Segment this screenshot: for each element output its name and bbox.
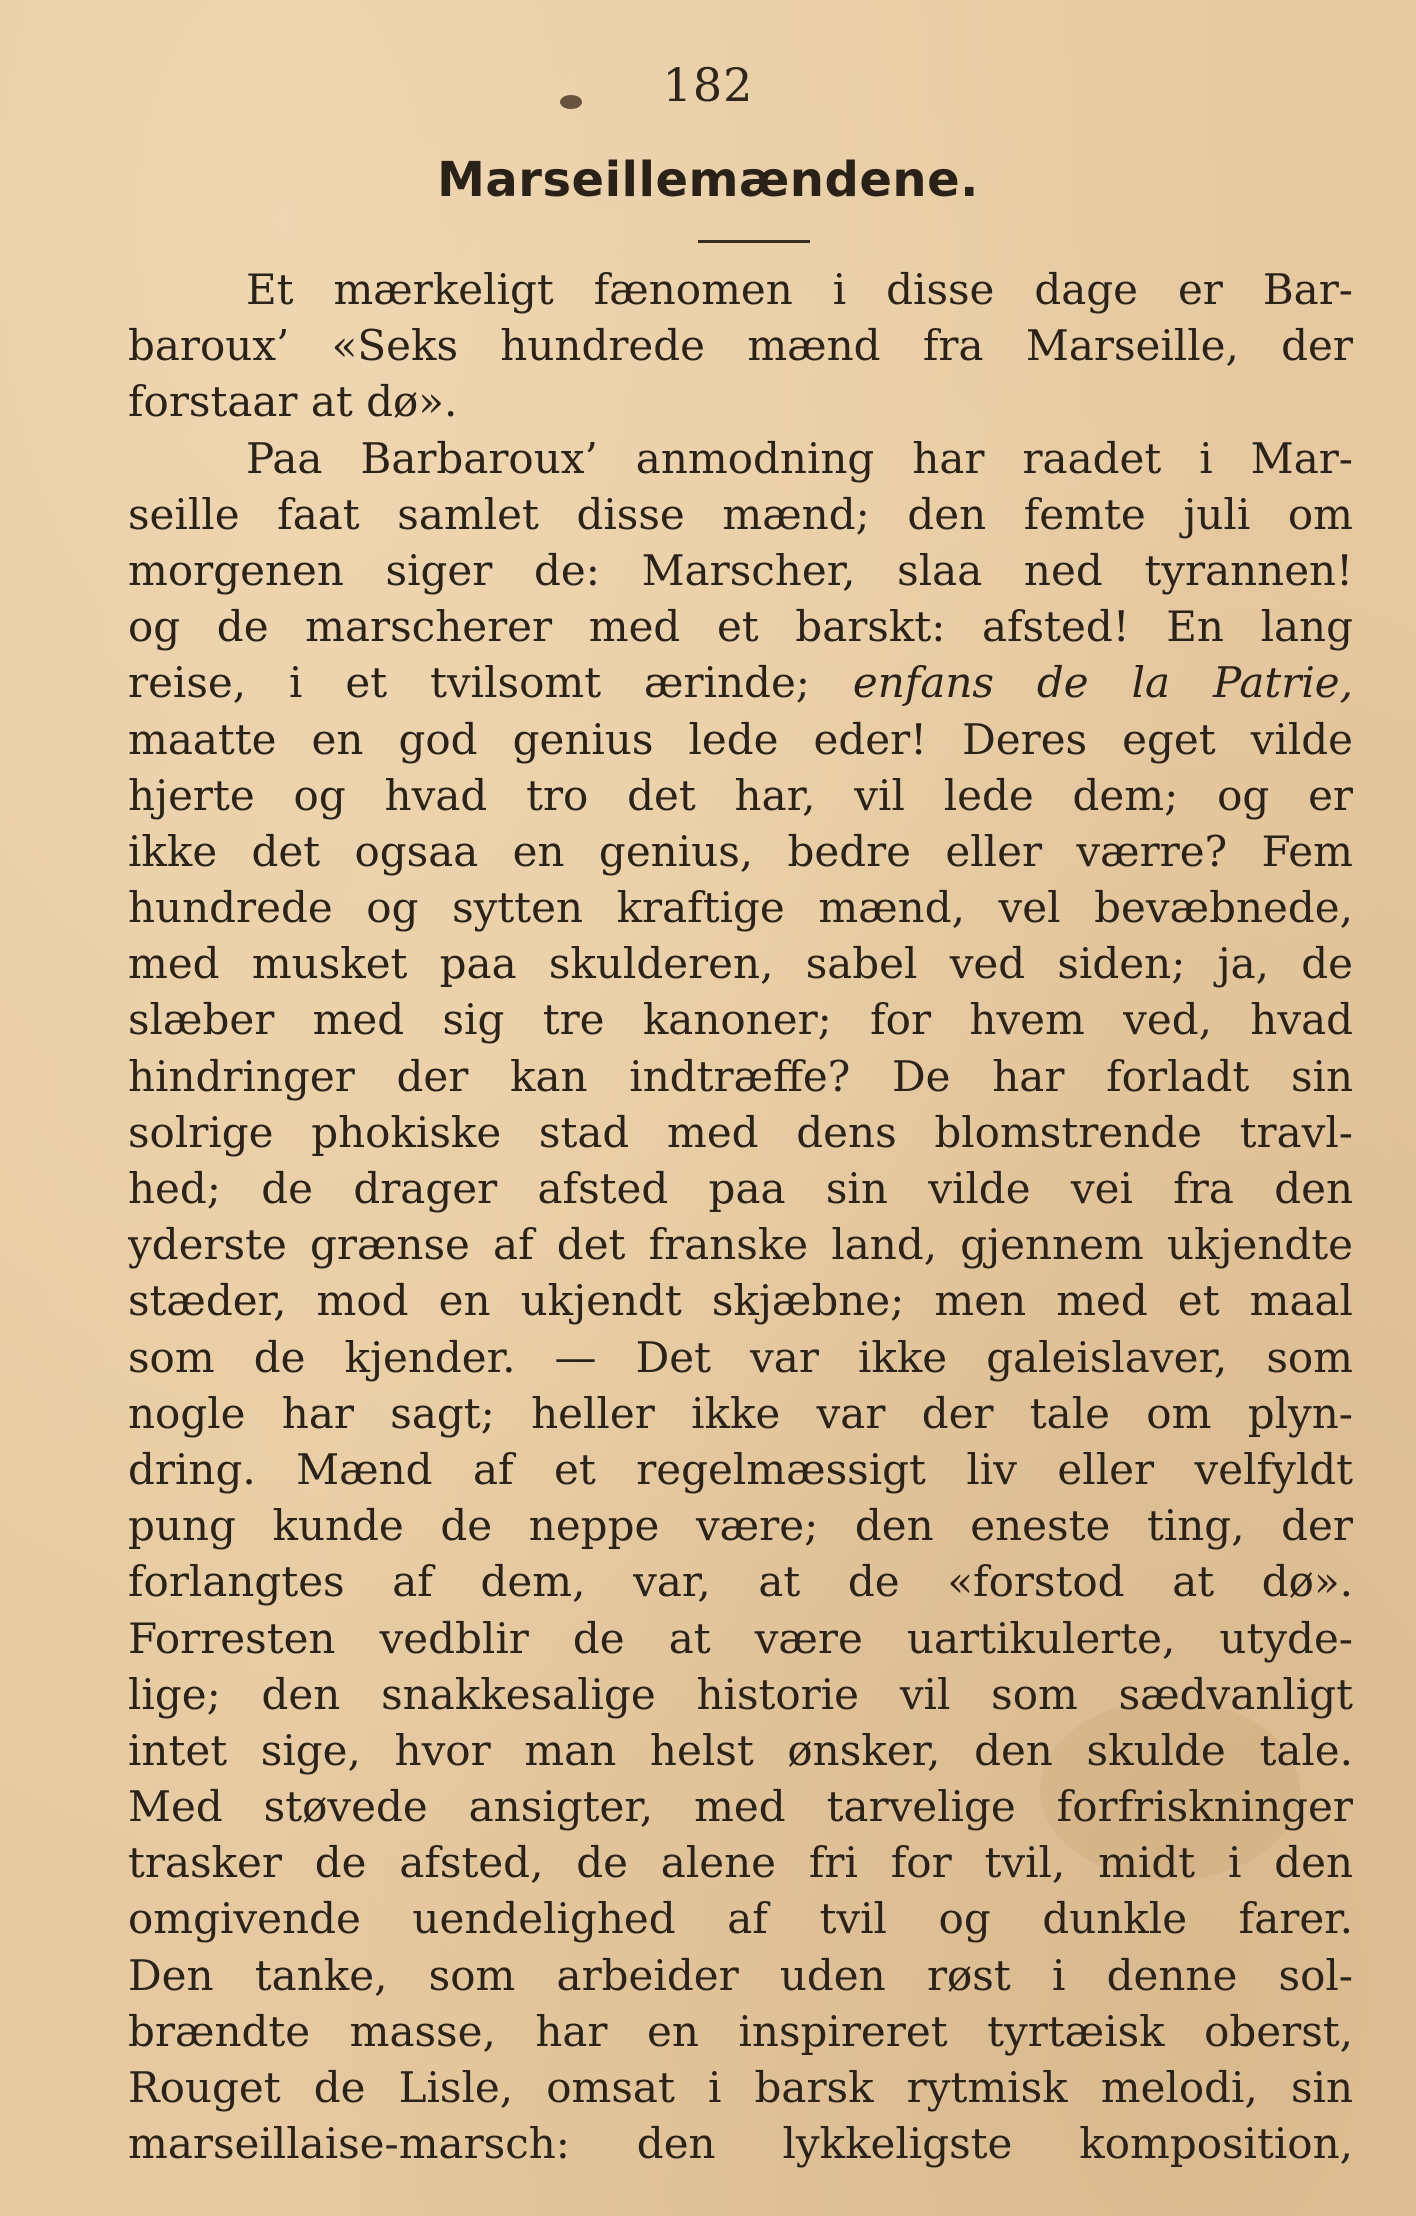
title-divider [698, 240, 810, 243]
text-line: ikke det ogsaa en genius, bedre eller værre? Fem [128, 826, 1353, 876]
text-line: forstaar at dø». [128, 377, 458, 427]
text-line: maatte en god genius lede eder! Deres eget vilde [128, 714, 1353, 764]
text-line: hindringer der kan indtræffe? De har forladt sin [128, 1051, 1353, 1101]
text-line: Forresten vedblir de at være uartikulerte, utyde- [128, 1613, 1353, 1663]
text-line: dring. Mænd af et regelmæssigt liv eller velfyldt [128, 1444, 1353, 1494]
text-line: baroux’ «Seks hundrede mænd fra Marseille, der [128, 321, 1353, 371]
page-number: 182 [662, 58, 754, 112]
text-line: solrige phokiske stad med dens blomstrende travl- [128, 1107, 1353, 1157]
text-line: seille faat samlet disse mænd; den femte juli om [128, 489, 1353, 539]
text-line: Med støvede ansigter, med tarvelige forfriskninger [128, 1782, 1353, 1832]
chapter-title: Marseillemændene. [437, 152, 979, 208]
text-line: hundrede og sytten kraftige mænd, vel bevæbnede, [128, 883, 1353, 933]
text-line: yderste grænse af det franske land, gjennem ukjendte [128, 1220, 1353, 1270]
text-segment: reise, i et tvilsomt ærinde; [128, 658, 853, 708]
text-line: med musket paa skulderen, sabel ved siden; ja, de [128, 939, 1353, 989]
text-line: stæder, mod en ukjendt skjæbne; men med et maal [128, 1276, 1353, 1326]
text-line: nogle har sagt; heller ikke var der tale om plyn- [128, 1388, 1353, 1438]
text-line: slæber med sig tre kanoner; for hvem ved, hvad [128, 995, 1353, 1045]
text-line: morgenen siger de: Marscher, slaa ned tyrannen! [128, 545, 1353, 595]
text-line: lige; den snakkesalige historie vil som sædvanligt [128, 1669, 1353, 1719]
text-line: Et mærkeligt fænomen i disse dage er Bar- [246, 265, 1353, 314]
text-line: som de kjender. — Det var ikke galeislaver, som [128, 1332, 1353, 1382]
text-line: hed; de drager afsted paa sin vilde vei fra den [128, 1164, 1353, 1213]
text-line: brændte masse, har en inspireret tyrtæisk oberst, [128, 2006, 1353, 2056]
text-line: intet sige, hvor man helst ønsker, den skulde tale. [128, 1725, 1353, 1775]
text-line: og de marscherer med et barskt: afsted! En lang [128, 602, 1353, 652]
text-line: Paa Barbaroux’ anmodning har raadet i Mar- [246, 433, 1353, 483]
text-line: forlangtes af dem, var, at de «forstod at dø». [128, 1557, 1353, 1607]
text-line: marseillaise-marsch: den lykkeligste komposition, [128, 2119, 1353, 2169]
text-line: Rouget de Lisle, omsat i barsk rytmisk melodi, sin [128, 2063, 1353, 2112]
text-line: hjerte og hvad tro det har, vil lede dem; og er [128, 770, 1353, 820]
text-line: omgivende uendelighed af tvil og dunkle farer. [128, 1894, 1353, 1944]
body-text [128, 262, 1353, 2172]
text-line [128, 655, 1353, 711]
text-line: pung kunde de neppe være; den eneste ting, der [128, 1501, 1353, 1551]
italic-phrase: enfans de la Patrie, [852, 658, 1353, 708]
text-line: Den tanke, som arbeider uden røst i denne sol- [128, 1950, 1353, 2000]
text-line: trasker de afsted, de alene fri for tvil, midt i den [128, 1838, 1353, 1888]
